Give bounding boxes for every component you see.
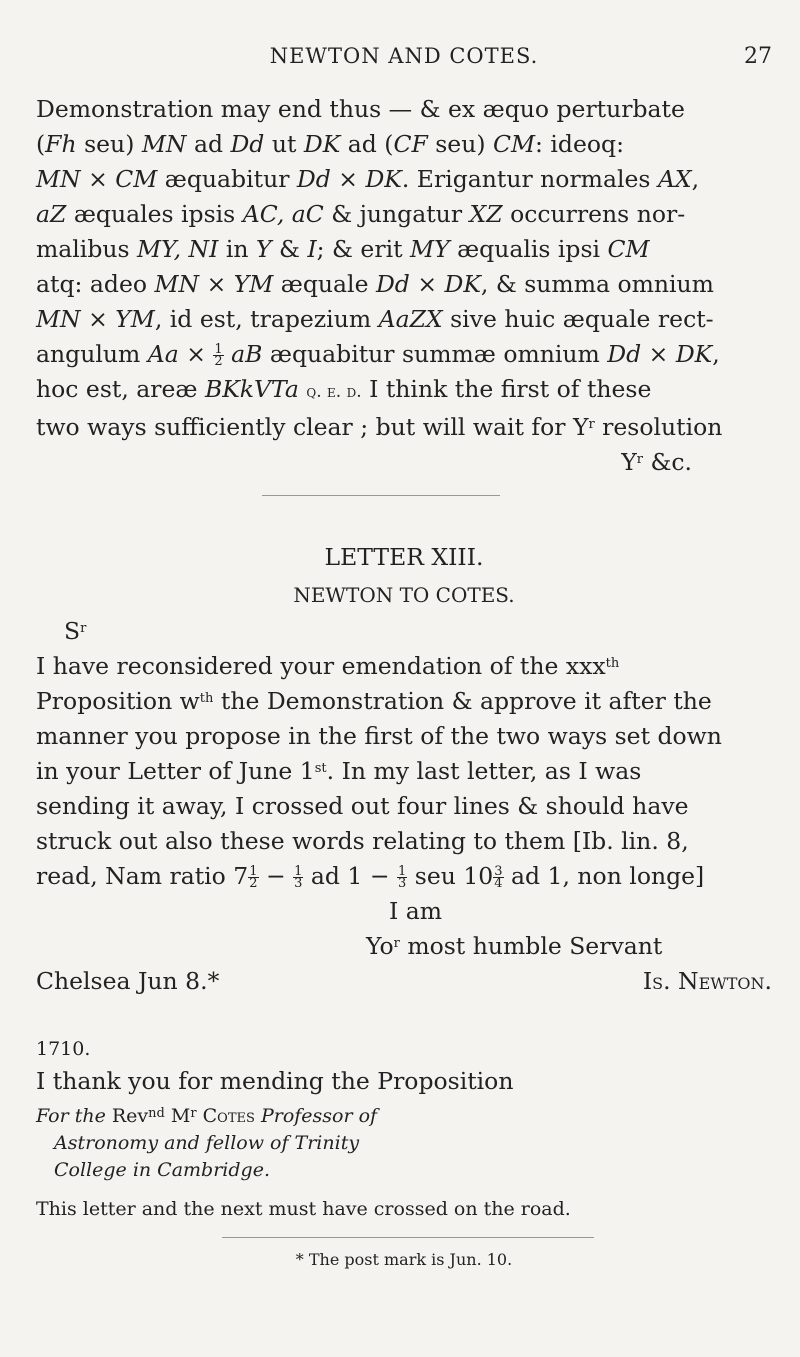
footnote-rule [222, 1237, 594, 1238]
text-line: MN × CM æquabitur Dd × DK. Erigantur normales AX, [36, 165, 700, 193]
opening-paragraph [36, 92, 772, 480]
fraction: $\frac{3}{4}$ [494, 864, 503, 891]
page-number: 27 [744, 44, 772, 69]
year-line [36, 1032, 772, 1067]
fraction: $\frac{1}{2}$ [249, 864, 258, 891]
letter-subheading [36, 578, 772, 613]
address-block [36, 1103, 772, 1184]
footnote: * The post mark is Jun. 10. [295, 1250, 513, 1269]
section-divider [262, 495, 500, 496]
text-line: malibus MY, NI in Y & I; & erit MY æqualis ipsi CM [36, 235, 650, 263]
text-line: angulum Aa × $\frac{1}{2}$ aB æquabitur summæ omnium Dd × DK, [36, 340, 720, 369]
salutation: $S^r$ [64, 617, 87, 645]
postscript: I thank you for mending the Proposition [36, 1067, 514, 1095]
text-line: I have reconsidered your emendation of the xxx$^{th}$ [36, 652, 620, 680]
closing-line: Yo$^r$ most humble Servant [366, 932, 663, 960]
text-line: Proposition $w^{th}$ the Demonstration & approve it after the [36, 687, 712, 715]
text-line: two ways sufficiently clear ; but will wait for $Y^r$ resolution [36, 413, 723, 441]
text-line: (Fh seu) MN ad Dd ut DK ad (CF seu) CM: ideoq: [36, 130, 624, 158]
letter-title: LETTER XIII. [324, 543, 484, 571]
text-line: manner you propose in the first of the two ways set down [36, 722, 722, 750]
text-line: sending it away, I crossed out four lines & should have [36, 792, 689, 820]
letter-year: 1710. [36, 1038, 91, 1060]
address-line: College in Cambridge. [54, 1159, 270, 1181]
text-line: Demonstration may end thus — & ex æquo perturbate [36, 95, 685, 123]
fraction: $\frac{1}{2}$ [214, 342, 223, 369]
text-line: $Y^r$ &c. [621, 448, 692, 476]
running-title: NEWTON AND COTES. [269, 44, 539, 68]
letter-body [36, 614, 772, 999]
place-date: Chelsea Jun 8.* [36, 967, 220, 995]
footnote-block [36, 1242, 772, 1277]
text-line: MN × YM, id est, trapezium AaZX sive huic æquale rect- [36, 305, 714, 333]
running-header [36, 44, 772, 74]
text-line: read, Nam ratio 7 $\frac{1}{2}$ − $\frac{1}{3}$ ad 1 − $\frac{1}{3}$ seu 10 $\frac{3}{4}$ ad 1, non longe] [36, 862, 705, 891]
editorial-note-block [36, 1196, 772, 1223]
text-line: atq: adeo MN × YM æquale Dd × DK, & summa omnium [36, 270, 714, 298]
place-and-signature [36, 964, 772, 999]
address-line: For the Rev$^{nd}$ $M^r$ Cotes Professor of [36, 1105, 378, 1127]
address-line: Astronomy and fellow of Trinity [54, 1132, 360, 1154]
postscript-block [36, 1064, 772, 1099]
book-page [36, 0, 772, 1357]
signature: Is. Newton. [642, 967, 772, 995]
fraction: $\frac{1}{3}$ [398, 864, 407, 891]
letter-parties: NEWTON TO COTES. [293, 583, 515, 607]
text-line: in your Letter of June 1st. In my last letter, as I was [36, 757, 642, 785]
letter-heading [36, 540, 772, 575]
text-line: aZ æquales ipsis AC, aC & jungatur XZ occurrens nor- [36, 200, 686, 228]
text-line: struck out also these words relating to them [Ib. lin. 8, [36, 827, 689, 855]
closing-line: I am [389, 897, 443, 925]
fraction: $\frac{1}{3}$ [294, 864, 303, 891]
text-line: hoc est, areæ BKkVTa q. e. d. I think the first of these [36, 375, 652, 403]
editorial-note: This letter and the next must have crossed on the road. [36, 1198, 571, 1220]
